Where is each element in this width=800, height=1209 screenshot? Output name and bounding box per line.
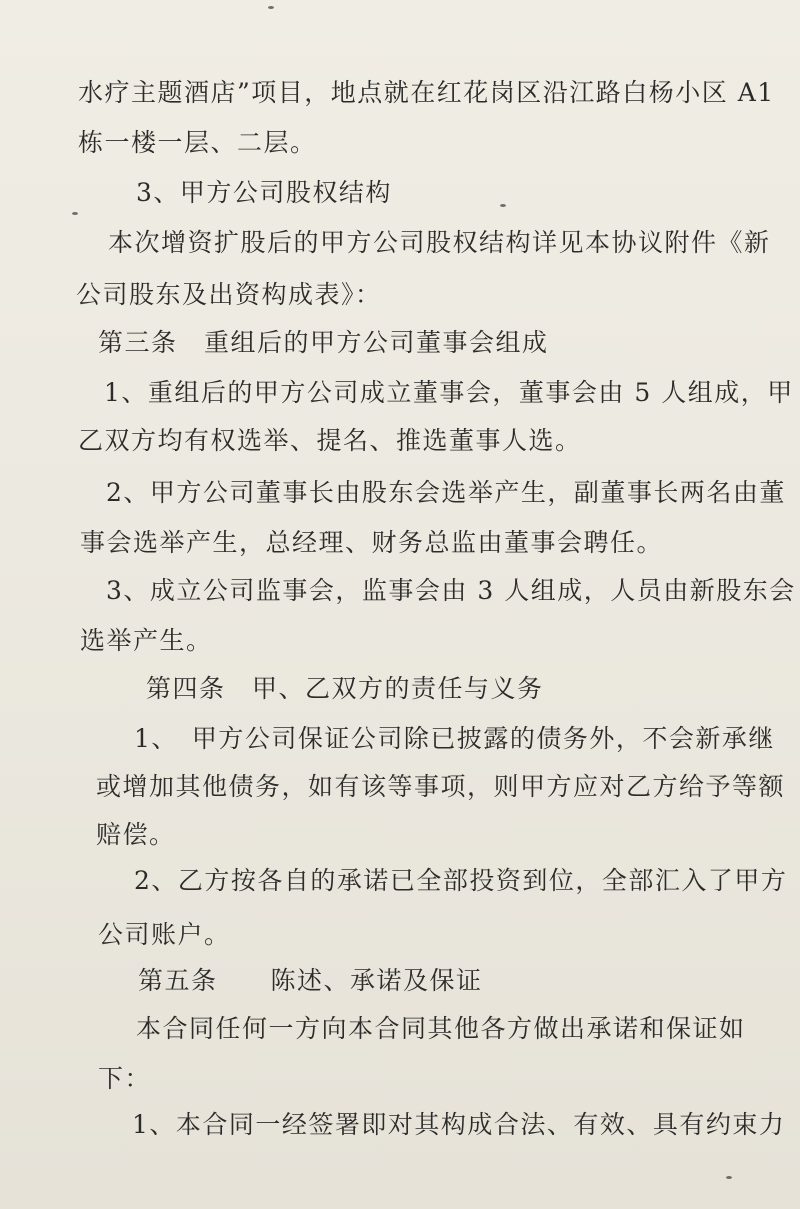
- text-line: 赔偿。: [96, 820, 176, 849]
- article-heading: 第五条 陈述、承诺及保证: [138, 966, 483, 995]
- text-line: 公司股东及出资构成表》：: [76, 280, 382, 309]
- section-heading: 3、甲方公司股权结构: [136, 178, 392, 207]
- text-line: 栋一楼一层、二层。: [78, 128, 317, 157]
- text-line: 公司账户。: [98, 920, 231, 949]
- text-line: 1、重组后的甲方公司成立董事会，董事会由 5 人组成，甲: [104, 378, 794, 407]
- text-line: 2、乙方按各自的承诺已全部投资到位，全部汇入了甲方: [134, 866, 788, 895]
- text-line: 1、 甲方公司保证公司除已披露的债务外，不会新承继: [134, 724, 775, 753]
- text-line: 3、成立公司监事会，监事会由 3 人组成，人员由新股东会: [106, 576, 796, 605]
- text-line: 下：: [98, 1064, 152, 1093]
- text-line: 水疗主题酒店”项目，地点就在红花岗区沿江路白杨小区 A1: [78, 78, 775, 107]
- text-line: 本合同任何一方向本合同其他各方做出承诺和保证如: [136, 1014, 746, 1043]
- text-line: 1、本合同一经签署即对其构成合法、有效、具有约束力: [132, 1110, 786, 1139]
- text-line: 选举产生。: [80, 626, 213, 655]
- text-line: 本次增资扩股后的甲方公司股权结构详见本协议附件《新: [108, 228, 771, 257]
- paper-speck: [726, 1176, 732, 1179]
- text-line: 2、甲方公司董事长由股东会选举产生，副董事长两名由董: [106, 478, 786, 507]
- article-heading: 第三条 重组后的甲方公司董事会组成: [98, 328, 549, 357]
- text-line: 乙双方均有权选举、提名、推选董事人选。: [78, 426, 582, 455]
- paper-speck: [72, 212, 78, 215]
- paper-speck: [500, 204, 506, 207]
- text-line: 或增加其他债务，如有该等事项，则甲方应对乙方给予等额: [96, 772, 786, 801]
- paper-speck: [268, 6, 274, 9]
- article-heading: 第四条 甲、乙双方的责任与义务: [146, 674, 544, 703]
- text-line: 事会选举产生，总经理、财务总监由董事会聘任。: [80, 528, 664, 557]
